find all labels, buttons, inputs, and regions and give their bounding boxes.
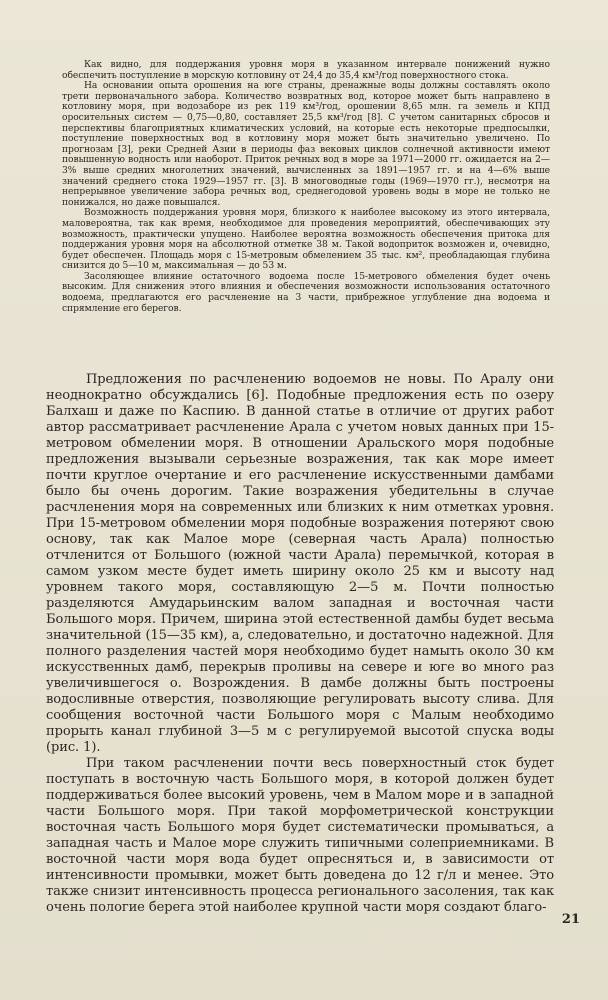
paragraph: Как видно, для поддержания уровня моря в указанном интервале понижений нужно обеспечить поступление в морскую котловину от 24,4 до 35,4 км³/год поверхностного стока.: [62, 60, 550, 81]
paragraph: При таком расчленении почти весь поверхностный сток будет поступать в восточную часть Большого моря, в которой должен будет поддерживаться более высокий уровень, чем в Малом море и в западной части Большого моря. При такой морфометрической конструкции восточная часть Большого моря будет систематически промываться, а западная часть и Малое море служить типичными солеприемниками. В восточной части моря вода будет опресняться и, в зависимости от интенсивности промывки, может быть доведена до 12 г/л и менее. Это также снизит интенсивность процесса регионального засоления, так как очень пологие берега этой наиболее крупной части моря создают благо-: [46, 756, 554, 915]
paragraph: Возможность поддержания уровня моря, близкого к наиболее высокому из этого интервала, маловероятна, так как время, необходимое для проведения мероприятий, обеспечивающих эту возможность, практически упущено. Наиболее вероятна возможность обеспечения притока для поддержания уровня моря на абсолютной отметке 38 м. Такой водоприток возможен и, очевидно, будет обеспечен. Площадь моря с 15-метровым обмелением 35 тыс. км², преобладающая глубина снизится до 5—10 м, максимальная — до 53 м.: [62, 208, 550, 272]
small-print-section: [62, 60, 550, 314]
paragraph: Предложения по расчленению водоемов не новы. По Аралу они неоднократно обсуждались [6]. Подобные предложения есть по озеру Балхаш и даже по Каспию. В данной статье в отличие от других работ автор рассматривает расчленение Арала с учетом новых данных при 15-метровом обмелении моря. В отношении Аральского моря подобные предложения вызывали серьезные возражения, так как море имеет почти круглое очертание и его расчленение искусственными дамбами было бы очень дорогим. Такие возражения убедительны в случае расчленения моря на современных или близких к ним отметках уровня. При 15-метровом обмелении моря подобные возражения потеряют свою основу, так как Малое море (северная часть Арала) полностью отчленится от Большого (южной части Арала) перемычкой, которая в самом узком месте будет иметь ширину около 25 км и высоту над уровнем такого моря, составляющую 2—5 м. Почти полностью разделяются Амударьинским валом западная и восточная части Большого моря. Причем, ширина этой естественной дамбы будет весьма значительной (15—35 км), а, следовательно, и достаточно надежной. Для полного разделения частей моря необходимо будет намыть около 30 км искусственных дамб, перекрыв проливы на севере и юге во много раз увеличившегося о. Возрождения. В дамбе должны быть построены водосливные отверстия, позволяющие регулировать высоту слива. Для сообщения восточной части Большого моря с Малым необходимо прорыть канал глубиной 3—5 м с регулируемой высотой спуска воды (рис. 1).: [46, 372, 554, 755]
paragraph: Засоляющее влияние остаточного водоема после 15-метрового обмеления будет очень высоким. Для снижения этого влияния и обеспечения возможности использования остаточного водоема, предлагаются его расчленение на 3 части, прибрежное углубление дна водоема и спрямление его берегов.: [62, 271, 550, 314]
paragraph: На основании опыта орошения на юге страны, дренажные воды должны составлять около трети первоначального забора. Количество возвратных вод, которое может быть направлено в котловину моря, при водозаборе из рек 119 км³/год, орошении 8,65 млн. га земель и КПД оросительных систем — 0,75—0,80, составляет 25,5 км³/год [8]. С учетом санитарных сбросов и перспективы благоприятных климатических условий, на которые есть некоторые предпосылки, поступление поверхностных вод в котловину моря может быть значительно увеличено. По прогнозам [3], реки Средней Азии в периоды фаз вековых циклов солнечной активности имеют повышенную водность или наоборот. Приток речных вод в море за 1971—2000 гг. ожидается на 2—3% выше средних многолетних значений, вычисленных за 1891—1957 гг. и на 4—6% выше значений среднего стока 1929—1957 гг. [3]. В многоводные годы (1969—1970 гг.), несмотря на непрерывное увеличение забора речных вод, среднегодовой уровень воды в море не только не понижался, но даже повышался.: [62, 81, 550, 208]
page-number: 21: [561, 912, 580, 927]
main-text-section: [46, 372, 554, 916]
